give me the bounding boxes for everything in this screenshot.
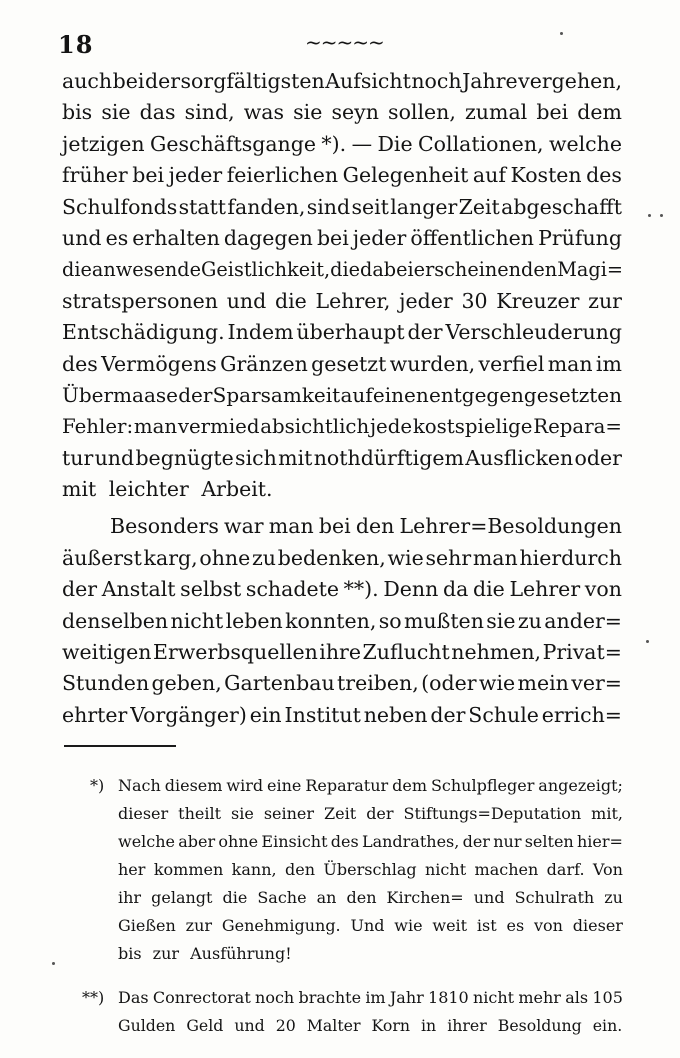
header-ornament: ~~~~~ [305, 30, 384, 54]
footnote-1 [60, 772, 623, 968]
footnote-line: Gulden Geld und 20 Malter Korn in ihrer Besoldung ein. [118, 1016, 623, 1035]
text-line: denselben nicht leben konnten, so mußten sie zu ander= [62, 608, 622, 633]
page-number: 18 [58, 30, 94, 59]
footnote-marker: *) [90, 776, 105, 795]
text-line: äußerst karg, ohne zu bedenken, wie sehr man hierdurch [62, 545, 622, 570]
paper-speck [648, 214, 651, 217]
footnote-line: welche aber ohne Einsicht des Landrathes, der nur selten hier= [118, 832, 623, 851]
footnote-gap [60, 968, 623, 984]
text-line: weitigen Erwerbsquellen ihre Zuflucht nehmen, Privat= [62, 640, 622, 665]
footnote-line: Nach diesem wird eine Reparatur dem Schulpfleger angezeigt; [118, 776, 623, 795]
text-line: tur und begnügte sich mit nothdürftigem Ausflicken oder [62, 445, 622, 470]
text-line: die anwesende Geistlichkeit, die dabei erscheinenden Magi= [62, 258, 623, 282]
text-line: Stunden geben, Gartenbau treiben, (oder wie mein ver= [62, 671, 622, 696]
footnote-marker: **) [82, 988, 105, 1007]
paper-speck [560, 32, 563, 35]
footnote-2 [60, 984, 623, 1040]
text-line: mit leichter Arbeit. [62, 477, 273, 502]
footnote-line: bis zur Ausführung! [118, 944, 292, 963]
footnote-separator [64, 745, 176, 747]
text-line: bis sie das sind, was sie seyn sollen, zumal bei dem [62, 100, 622, 125]
main-text [62, 66, 622, 731]
text-line: auch bei der sorgfältigsten Aufsicht noch Jahre vergehen, [62, 69, 622, 93]
text-line: früher bei jeder feierlichen Gelegenheit auf Kosten des [62, 163, 622, 188]
paper-speck [52, 962, 55, 965]
text-line: Schulfonds statt fanden, sind seit langer Zeit abgeschafft [62, 194, 622, 219]
footnote-line: Gießen zur Genehmigung. Und wie weit ist es von dieser [118, 916, 623, 935]
text-line: ehrter Vorgänger) ein Institut neben der Schule errich= [62, 702, 622, 727]
text-line: Fehler: man vermied absichtlich jede kostspielige Repara= [62, 415, 622, 439]
footnotes [60, 772, 623, 1040]
text-line: stratspersonen und die Lehrer, jeder 30 Kreuzer zur [62, 288, 622, 313]
footnote-line: dieser theilt sie seiner Zeit der Stiftungs=Deputation mit, [118, 804, 623, 823]
text-line: Besonders war man bei den Lehrer=Besoldungen [110, 514, 622, 539]
footnote-line: her kommen kann, den Überschlag nicht machen darf. Von [118, 860, 623, 879]
text-line: und es erhalten dagegen bei jeder öffentlichen Prüfung [62, 225, 622, 250]
text-line: Entschädigung. Indem überhaupt der Verschleuderung [62, 320, 622, 345]
paper-speck [660, 214, 663, 217]
text-line: der Anstalt selbst schadete **). Denn da die Lehrer von [62, 577, 622, 602]
text-line: des Vermögens Gränzen gesetzt wurden, verfiel man im [62, 351, 622, 376]
text-line: Übermaase der Sparsamkeit auf einen entgegengesetzten [62, 382, 622, 407]
footnote-line: ihr gelangt die Sache an den Kirchen= und Schulrath zu [118, 888, 623, 907]
footnote-line: Das Conrectorat noch brachte im Jahr 1810 nicht mehr als 105 [118, 988, 623, 1007]
paper-speck [646, 640, 649, 643]
text-line: jetzigen Geschäftsgange *). — Die Collationen, welche [62, 131, 622, 156]
